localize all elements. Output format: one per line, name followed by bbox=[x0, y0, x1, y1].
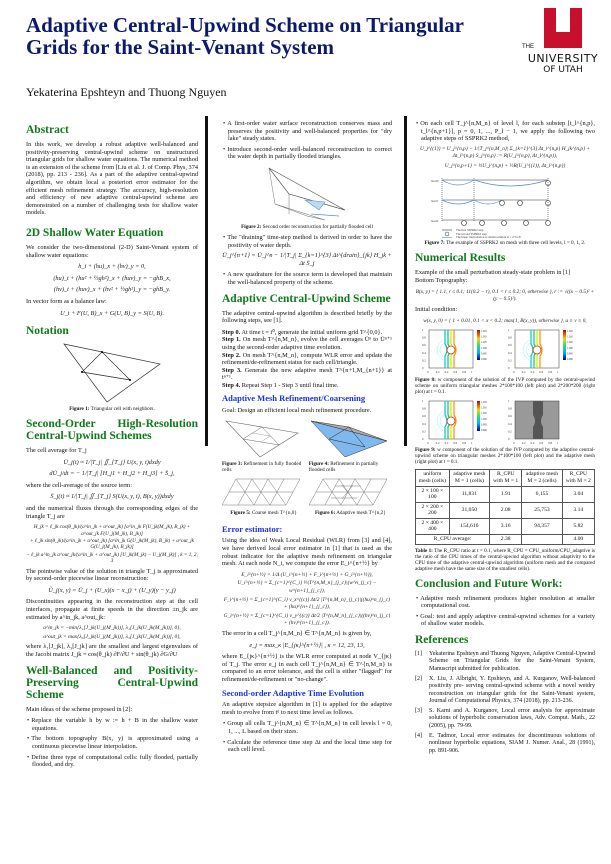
cell-error-text: The error in a cell T_j^{n,M_n} ∈ T^{n,M_n} is given by, bbox=[222, 629, 372, 637]
axis-tick: 0.2 bbox=[435, 370, 440, 375]
wb-bullet: • Replace the variable h by w := h + B in the shallow water equations. bbox=[26, 717, 198, 732]
axis-tick: 0.6 bbox=[539, 440, 543, 445]
wb-bullet: • The bottom topography B(x, y) is approximated using a continuous piecewise linear interpolation. bbox=[26, 735, 198, 750]
figure-8-caption: w component of the solution of the IVP computed by the central-upwind scheme on uniform triangular meshes 2*100*100 (left plot) and 2*200*200 (right plot) at t = 0.1. bbox=[415, 376, 596, 395]
figure-6-label: Figure 6: bbox=[314, 509, 336, 516]
colorbar-tick: 1.016 bbox=[566, 330, 573, 334]
colorbar-tick: 1.010 bbox=[481, 335, 487, 339]
swe-vector-eq: U_t + F(U, B)_x + G(U, B)_y = S(U, B). bbox=[60, 309, 164, 317]
reconstruction-eq: Ũ_j(x, y) = Ū_j + (U_x)(x − x_j) + (U_y)(y − y_j) bbox=[48, 586, 176, 594]
table-header: adaptive mesh M = 1 (cells) bbox=[449, 470, 489, 486]
axis-tick: 0.8 bbox=[462, 370, 466, 375]
figure-9-label: Figure 9: bbox=[415, 447, 436, 454]
figure-2-label: Figure 2: bbox=[241, 223, 262, 230]
axis-tick: 0.4 bbox=[444, 440, 449, 445]
logo-the: THE bbox=[522, 44, 534, 50]
colorbar-tick: 0.990 bbox=[566, 358, 573, 362]
figure-5-label: Figure 5: bbox=[230, 509, 251, 516]
time-evolution-bullet: • Calculate the reference time step Δt and the local time step for each cell level. bbox=[222, 739, 392, 754]
axis-tick: 0.8 bbox=[462, 440, 466, 445]
axis-tick: 0 bbox=[512, 440, 515, 445]
column-divider bbox=[205, 116, 208, 446]
amr-goal: Goal: Design an efficient local mesh refinement procedure. bbox=[222, 407, 372, 415]
draining-bullet: • The "draining" time-step method is derived in order to have the positivity of water depth. bbox=[222, 234, 392, 249]
time-evolution-heading: Second-order Adaptive Time Evolution bbox=[222, 687, 364, 698]
column-divider bbox=[404, 116, 407, 446]
wb-bullet: • A first-order water surface reconstruction conserves mass and preserves the positivity and well-balanced properties for "dry lake" steady states. bbox=[222, 120, 392, 143]
axis-tick: 0.8 bbox=[547, 440, 552, 445]
axis-tick: 0 bbox=[507, 436, 510, 441]
swe-eq2: (hu)_t + (hu² + ½gh²)_x + (huv)_y = −ghB_x, bbox=[53, 274, 171, 282]
cpu-ratio-table bbox=[415, 469, 595, 544]
axis-tick: 0 bbox=[512, 370, 515, 375]
references-heading: References bbox=[415, 634, 469, 647]
axis-tick: 0.4 bbox=[422, 350, 426, 355]
time-evolution-bullet: • Group all cells T_j^{n,M_n} ∈ T^{n,M_n} in cell levels l = 0, 1, ..., L based on their sizes. bbox=[222, 720, 392, 735]
figure-5-caption: Coarse mesh T^{n,0} bbox=[251, 509, 297, 516]
colorbar-tick: 1.010 bbox=[481, 406, 487, 410]
abstract-text: In this work, we develop a robust adaptive well-balanced and positivity-preserving central-upwind scheme on unstructured triangular grids for shallow water equations. The numerical method is an extension of the scheme from [Liu et al. J. of Comp. Phys, 374 (2018), pp. 213 - 236]. As a part of the adaptive central-upwind algorithm, we obtain local a posteriori error estimator for the efficient mesh refinement strategy. The accuracy, high-resolution and efficiency of new adaptive central-upwind scheme are demonstrated on a number of challenging tests for shallow water models. bbox=[26, 141, 198, 217]
colorbar-tick: 0.995 bbox=[481, 352, 487, 356]
figure-1-caption: Triangular cell with neighbors. bbox=[90, 406, 155, 413]
figure-1-label: Figure 1: bbox=[69, 406, 90, 413]
draining-eq: Ū_j^{n+1} = Ū_j^n − 1/|T_j| Σ_{k=1}^{3} Δt^{drain}_{jk} H_jk + Δt S̄_j bbox=[222, 252, 392, 267]
svg-text:The second SSPRK2 step: The second SSPRK2 step bbox=[456, 231, 487, 236]
axis-tick: 0.8 bbox=[422, 335, 426, 340]
axis-tick: 0.6 bbox=[539, 370, 543, 375]
u-logo-icon bbox=[544, 8, 582, 48]
axis-tick: 0.8 bbox=[422, 406, 426, 411]
university-logo bbox=[520, 8, 606, 108]
quadrature-bullet: • A new quadrature for the source term is developed that maintain the well-balanced property of the scheme. bbox=[222, 271, 392, 286]
figure-5-coarse-mesh bbox=[222, 477, 302, 507]
figure-3-refinement-fully-flooded bbox=[222, 419, 302, 459]
svg-text:level2: level2 bbox=[431, 218, 439, 223]
figure-9-left-plot bbox=[421, 399, 503, 448]
reference-item: [2] X. Liu, J. Albright, Y. Epshteyn, and A. Kurganov, Well-balanced positivity pre- serving central-upwind scheme with a novel wetdry reconstruction on triangular grids for the Saint-Venant system, Journal of Computational Physics, 374 (2018), pp. 213-236. bbox=[415, 675, 595, 704]
swe-eq1: h_t + (hu)_x + (hv)_y = 0, bbox=[78, 263, 146, 271]
axis-tick: 0.6 bbox=[453, 440, 458, 445]
figure-2-reconstruction-diagram bbox=[267, 164, 347, 222]
authors: Yekaterina Epshteyn and Thuong Nguyen bbox=[26, 85, 227, 99]
axis-tick: 1 bbox=[507, 328, 510, 333]
axis-tick: 0.4 bbox=[530, 370, 535, 375]
colorbar-tick: 1.000 bbox=[481, 346, 487, 350]
svg-text:level1: level1 bbox=[431, 198, 439, 203]
ssprk2-eq-1: U_j^{(1)} = U_j^{n,p} − 1/|T_j^{n,M_n}| Σ_{k=1}^{3} Δt_l^{n,p} H_jk^{n,p} + Δt_l^{n,p} S_j^{n,p} := R(U_j^{n,p}, Δt_l^{n,p}), bbox=[419, 145, 590, 160]
colorbar-tick: 1.005 bbox=[481, 411, 487, 415]
table-average-row: R_CPU average: 2.38 4.00 bbox=[416, 535, 595, 545]
step-4: Step 4. Repeat Step 1 - Step 3 until final time. bbox=[222, 381, 339, 389]
table-row: 2 × 200 × 200 31,050 2.08 25,753 3.14 bbox=[416, 502, 595, 518]
initial-condition-eq: w(x, y, 0) = { 1 + 0.01, 0.1 < x < 0.2; max(1, B(x, y)), otherwise }, u ≡ v ≡ 0, bbox=[423, 317, 587, 324]
axis-tick: 1 bbox=[422, 328, 424, 333]
bottom-topography-eq: B(x, y) = { 1.1, r ≤ 0.1; 11(0.2 − r), 0.1 < r ≤ 0.2; 0, otherwise }, r := √((x − 0.5)² + (y − 0.5)²). bbox=[415, 288, 595, 303]
axis-tick: 1 bbox=[422, 398, 424, 403]
axis-tick: 1 bbox=[507, 398, 510, 403]
logo-university: UNIVERSITY bbox=[527, 52, 599, 65]
axis-tick: 0.4 bbox=[444, 370, 449, 375]
flux-eq-2: + ℓ_jk sin(θ_jk)/(a^in_jk + a^out_jk) [a^in_jk G(U_jk(M_jk), B_jk) + a^out_jk G(U_j(M_jk), B_jk)] bbox=[30, 538, 194, 551]
logo-of-utah: OF UTAH bbox=[543, 65, 583, 75]
axis-tick: 0.6 bbox=[507, 343, 512, 348]
axis-tick: 1 bbox=[556, 440, 559, 445]
axis-tick: 0.8 bbox=[507, 335, 512, 340]
conclusion-bullet: • Adaptive mesh refinement produces higher resolution at smaller computational cost. bbox=[415, 595, 595, 610]
time-evolution-bullet: • On each cell T_j^{n,M_n} of level l, for each substep [t_l^{n,p}, t_l^{n,p+1}], p = 0, 1, ..., P_l − 1, we apply the following two adaptive steps of SSPRK2 method, bbox=[415, 120, 595, 143]
axis-tick: 0.6 bbox=[422, 343, 426, 348]
step-1: Step 1. On mesh T^{n,M_n}, evolve the cell averages Ūⁿ to Ūⁿ⁺¹ using the second-order adaptive time evolution. bbox=[222, 336, 393, 351]
flux-intro: and the numerical fluxes through the corresponding edges of the triangle T_j are bbox=[26, 505, 198, 520]
axis-tick: 0.2 bbox=[435, 440, 440, 445]
axis-tick: 0.2 bbox=[507, 358, 512, 363]
axis-tick: 0.4 bbox=[530, 440, 535, 445]
colorbar-tick: 1.005 bbox=[566, 341, 573, 345]
figure-1-triangle-diagram bbox=[62, 342, 162, 404]
a-out-eq: a^out_jk = max{λ₃[J_jk(U_j(M_jk))], λ₃[J_jk(U_jk(M_jk))], 0}, bbox=[43, 633, 181, 640]
axis-tick: 1 bbox=[471, 440, 473, 445]
eigenvalue-text: where λ₁[J_jk], λ₃[J_jk] are the smallest and largest eigenvalues of the Jacobi matrix J_jk = cos(θ_jk) ∂F/∂U + sin(θ_jk) ∂G/∂U bbox=[26, 643, 198, 659]
figure-7-ssprk2-diagram bbox=[430, 174, 580, 238]
axis-tick: 0.2 bbox=[521, 370, 526, 375]
numerical-intro: Example of the small perturbation steady-state problem in [1] bbox=[415, 268, 571, 276]
swe-heading: 2D Shallow Water Equation bbox=[26, 226, 164, 239]
column-3 bbox=[415, 118, 595, 758]
figure-9-caption: w component of the solution of the IVP computed by the adaptive central-upwind scheme on triangular meshes 2*100*100 (left plot) and the adaptive mesh (right plot) at t = 0.1. bbox=[415, 447, 596, 466]
flux-eq-1: H_jk = ℓ_jk cos(θ_jk)/(a^in_jk + a^out_jk) [a^in_jk F(U_jk(M_jk), B_jk) + a^out_jk F(U_j(M_jk), B_jk)] bbox=[33, 524, 191, 537]
cell-error-eq: e_j = max_κ |E_{jκ}^{n+½}| , κ = 12, 23, 13, bbox=[249, 641, 365, 649]
amr-heading: Adaptive Mesh Refinement/Coarsening bbox=[222, 393, 366, 404]
reference-item: [4] E. Tadmor, Local error estimates for discontinuous solutions of nonlinear hyperbolic equations, SIAM J. Numer. Anal., 28 (1991), pp. 891-906. bbox=[415, 733, 595, 754]
axis-tick: 0.6 bbox=[507, 413, 512, 418]
ssprk2-eq-2: U_j^{n,p+1} = ½U_j^{n,p} + ½R(U_j^{(1)}, Δt_l^{n,p}) bbox=[444, 162, 566, 169]
error-explain: where E_{jκ}^{n+½} is the WLR error computed at node V_{jκ} of T_j. The error e_j in each cell T_j^{n,M_n} ∈ T^{n,M_n} is compared to an error tolerance, and the cell is either "flagged" for refinement/de-refinement or "no-change". bbox=[222, 653, 392, 683]
conclusion-heading: Conclusion and Future Work: bbox=[415, 577, 563, 590]
discontinuity-text: Discontinuities appearing in the reconstruction step at the cell interfaces, propagate at finite speeds in the direction ±n_jk are estimated by a^in_jk, a^out_jk: bbox=[26, 598, 198, 621]
figure-4-refinement-partially-flooded bbox=[309, 419, 389, 459]
reference-item: [1] Yekaterina Epshteyn and Thuong Nguyen, Adaptive Central-Upwind Scheme on Triangular Grids for the Saint-Venant System, Manuscript submitted for publication. bbox=[415, 651, 595, 672]
axis-tick: 0 bbox=[507, 366, 510, 371]
colorbar-tick: 1.016 bbox=[481, 330, 487, 334]
error-heading: Error estimator: bbox=[222, 523, 283, 534]
axis-tick: 0.8 bbox=[507, 406, 512, 411]
flux-eq-3: − ℓ_jk a^in_jk a^out_jk/(a^in_jk + a^out_jk) [U_jk(M_jk) − U_j(M_jk)] , k = 1, 2, 3 bbox=[26, 551, 198, 565]
figure-4-label: Figure 4: bbox=[308, 461, 329, 468]
error-eq-3: F_i^{n+½} = Σ_{c=1}^{C_i} ν_x^{(c)} Δt/2 |T^{n,M_n}_{j_c}|((hu)^n_{j_c} + (hu)^{n+1}_{j_c}), bbox=[223, 596, 391, 611]
axis-tick: 0 bbox=[427, 370, 429, 375]
figure-3-label: Figure 3: bbox=[222, 461, 243, 468]
colorbar-tick: 1.000 bbox=[566, 346, 573, 350]
colorbar-tick: 1.000 bbox=[481, 417, 487, 421]
axis-tick: 1 bbox=[556, 370, 559, 375]
cell-average-eq: Ū_j(t) ≈ 1/|T_j| ∬_{T_j} U(x, y, t)dxdy bbox=[63, 458, 161, 466]
wb-intro: Main ideas of the scheme proposed in [2]: bbox=[26, 705, 133, 713]
axis-tick: 0.4 bbox=[507, 421, 512, 426]
source-intro: where the cell-average of the source term: bbox=[26, 481, 132, 489]
swe-vector-intro: In vector form as a balance law: bbox=[26, 297, 107, 305]
axis-tick: 0.2 bbox=[521, 440, 526, 445]
wb-bullet: • Define three type of computational cells: fully flooded, partially flooded, and dry. bbox=[26, 754, 198, 769]
figure-7-label: Figure 7: bbox=[424, 239, 445, 246]
table-header: R_CPU with M = 2 bbox=[562, 470, 594, 486]
column-1 bbox=[26, 118, 198, 772]
colorbar-tick: 0.990 bbox=[481, 428, 487, 432]
figure-8-label: Figure 8: bbox=[415, 376, 436, 383]
step-2: Step 2. On mesh T^{n,M_n}, compute WLR error and update the refinement/de-refinement status for each cell/triangle. bbox=[222, 351, 392, 367]
column-2 bbox=[222, 118, 392, 757]
time-evolution-intro: An adaptive stepsize algorithm in [1] is applied for the adaptive mesh to evolve from tⁿ to next time level as follows. bbox=[222, 701, 392, 716]
figure-2-caption: Second order reconstruction for partially flooded cell bbox=[262, 223, 373, 230]
table-row: 2 × 100 × 100 11,831 1.91 6,155 3.04 bbox=[416, 486, 595, 502]
axis-tick: 0.2 bbox=[507, 429, 512, 434]
table-1-caption: The R_CPU ratio at t = 0.1, where R_CPU = CPU_uniform/CPU_adaptive is the ratio of the CPU times of the central-upwind algorithm without adaptivity to the CPU time of the adaptive central-upwind algorithm (uniform mesh and the compared adaptive mesh have the same size of the smallest cells). bbox=[415, 547, 596, 572]
reference-item: [3] S. Karni and A. Kurganov, Local error analysis for approximate solutions of hyperbolic conservation laws, Adv. Comput. Math., 22 (2005), pp. 79-99. bbox=[415, 708, 595, 729]
colorbar-tick: 0.990 bbox=[481, 358, 487, 362]
numerical-heading: Numerical Results bbox=[415, 251, 506, 264]
axis-tick: 0.4 bbox=[507, 350, 512, 355]
colorbar-tick: 1.005 bbox=[481, 341, 487, 345]
axis-tick: 0.2 bbox=[422, 429, 426, 434]
abstract-heading: Abstract bbox=[26, 124, 69, 136]
svg-text:The linear interpolation to ob: The linear interpolation to obtain solution at t_2^{n,3} bbox=[456, 234, 522, 238]
table-1-label: Table 1: bbox=[415, 547, 433, 554]
colorbar-tick: 1.010 bbox=[566, 335, 573, 339]
step-0: Step 0. At time t = t⁰, generate the initial uniform grid T^{0,0}. bbox=[222, 328, 383, 336]
axis-tick: 0 bbox=[427, 440, 429, 445]
axis-tick: 0.2 bbox=[422, 358, 426, 363]
pointwise-text: The pointwise value of the solution in triangle T_j is approximated by second-order piecewise linear reconstruction: bbox=[26, 567, 198, 583]
adaptive-intro: The adaptive central-upwind algorithm is described briefly by the following steps, see [1]. bbox=[222, 309, 392, 325]
source-eq: S̄_j(t) ≈ 1/|T_j| ∬_{T_j} S(U(x, y, t), B(x, y))dxdy bbox=[50, 493, 174, 501]
error-eq-4: G_i^{n+½} = Σ_{c=1}^{C_i} ν_y^{(c)} Δt/2 |T^{n,M_n}_{j_c}|((hv)^n_{j_c} + (hv)^{n+1}_{j_c}). bbox=[223, 612, 391, 627]
figure-7-caption: The example of SSPRK2 on mesh with three cell levels, l = 0, 1, 2. bbox=[446, 239, 586, 246]
a-in-eq: a^in_jk = −min{λ₁[J_jk(U_j(M_jk))], λ₁[J_jk(U_jk(M_jk))], 0}, bbox=[43, 625, 181, 632]
figure-4-caption: Refinement in partially flooded cells bbox=[308, 461, 379, 474]
svg-text:The first SSPRK2 step: The first SSPRK2 step bbox=[456, 227, 484, 232]
cell-average-text: The cell average for T_j bbox=[26, 447, 87, 455]
axis-tick: 0.8 bbox=[547, 370, 552, 375]
figure-8-right-plot bbox=[507, 328, 589, 377]
table-header: uniform mesh (cells) bbox=[416, 470, 450, 486]
figure-6-adaptive-mesh bbox=[309, 477, 389, 507]
colorbar-tick: 0.995 bbox=[566, 352, 573, 356]
second-order-heading: Second-Order High-Resolution Central-Upwind Schemes bbox=[26, 418, 198, 443]
axis-tick: 0.4 bbox=[422, 421, 426, 426]
svg-text:level0: level0 bbox=[431, 178, 439, 183]
semi-discrete-eq: dŪ_j/dt = − 1/|T_j| [H_j1 + H_j2 + H_j3] + S̄_j, bbox=[49, 470, 175, 478]
conclusion-bullet: • Goal: test and apply adaptive central-upwind schemes for a variety of shallow water models. bbox=[415, 613, 595, 628]
axis-tick: 0 bbox=[422, 366, 424, 371]
error-eq-2: U_i^{n+½} = Σ_{c=1}^{C_i} ⅓|T^{n,M_n}_{j_c}|(w^n_{j_c} − w^{n+1}_{j_c}), bbox=[237, 580, 377, 594]
table-header: R_CPU with M = 1 bbox=[490, 470, 522, 486]
colorbar-tick: 1.016 bbox=[481, 400, 487, 404]
adaptive-heading: Adaptive Central-Upwind Scheme bbox=[222, 292, 391, 305]
error-eq-1: E_i^{n+½} = 1/Δ (U_i^{n+½} + F_i^{n+½} + G_i^{n+½}), bbox=[241, 571, 373, 578]
error-intro: Using the idea of Weak Local Residual (WLR) from [3] and [4], we have derived local error estimator in [1] that is used as the robust indicator for the adaptive mesh refinement on triangular mesh. At each node N_i, we compute the error E_i^{n+½} by bbox=[222, 537, 392, 568]
initial-condition-label: Initial condition: bbox=[415, 305, 458, 313]
axis-tick: 0.6 bbox=[422, 413, 426, 418]
colorbar-tick: 0.995 bbox=[481, 423, 487, 427]
figure-8-left-plot bbox=[421, 328, 503, 377]
notation-heading: Notation bbox=[26, 325, 69, 338]
table-header: adaptive mesh M = 2 (cells) bbox=[522, 470, 562, 486]
swe-eq3: (hv)_t + (huv)_x + (hv² + ½gh²)_y = −ghB_y. bbox=[53, 286, 171, 294]
poster-title: Adaptive Central-Upwind Scheme on Triangular Grids for the Saint-Venant System bbox=[26, 13, 464, 59]
axis-tick: 1 bbox=[471, 370, 473, 375]
figure-3-caption: Refinement in fully flooded cells bbox=[222, 461, 302, 474]
figure-6-caption: Adaptive mesh T^{n,2} bbox=[336, 509, 386, 516]
wb-heading: Well-Balanced and Positivity-Preserving Central-Upwind Scheme bbox=[26, 664, 198, 701]
table-row: 2 × 400 × 400 154,616 3.16 94,357 5.82 bbox=[416, 518, 595, 534]
wb-bullet: • Introduce second-order well-balanced reconstruction to correct the water depth in partially flooded triangles. bbox=[222, 146, 392, 161]
bottom-topography-label: Bottom Topography: bbox=[415, 277, 468, 285]
figure-9-right-plot bbox=[507, 399, 589, 448]
step-3: Step 3. Generate the new adaptive mesh T^{n+1,M_{n+1}} at tⁿ⁺¹. bbox=[222, 366, 392, 382]
axis-tick: 0.6 bbox=[453, 370, 458, 375]
axis-tick: 0 bbox=[422, 436, 424, 441]
swe-intro: We consider the two-dimensional (2-D) Saint-Venant system of shallow water equations: bbox=[26, 243, 198, 259]
